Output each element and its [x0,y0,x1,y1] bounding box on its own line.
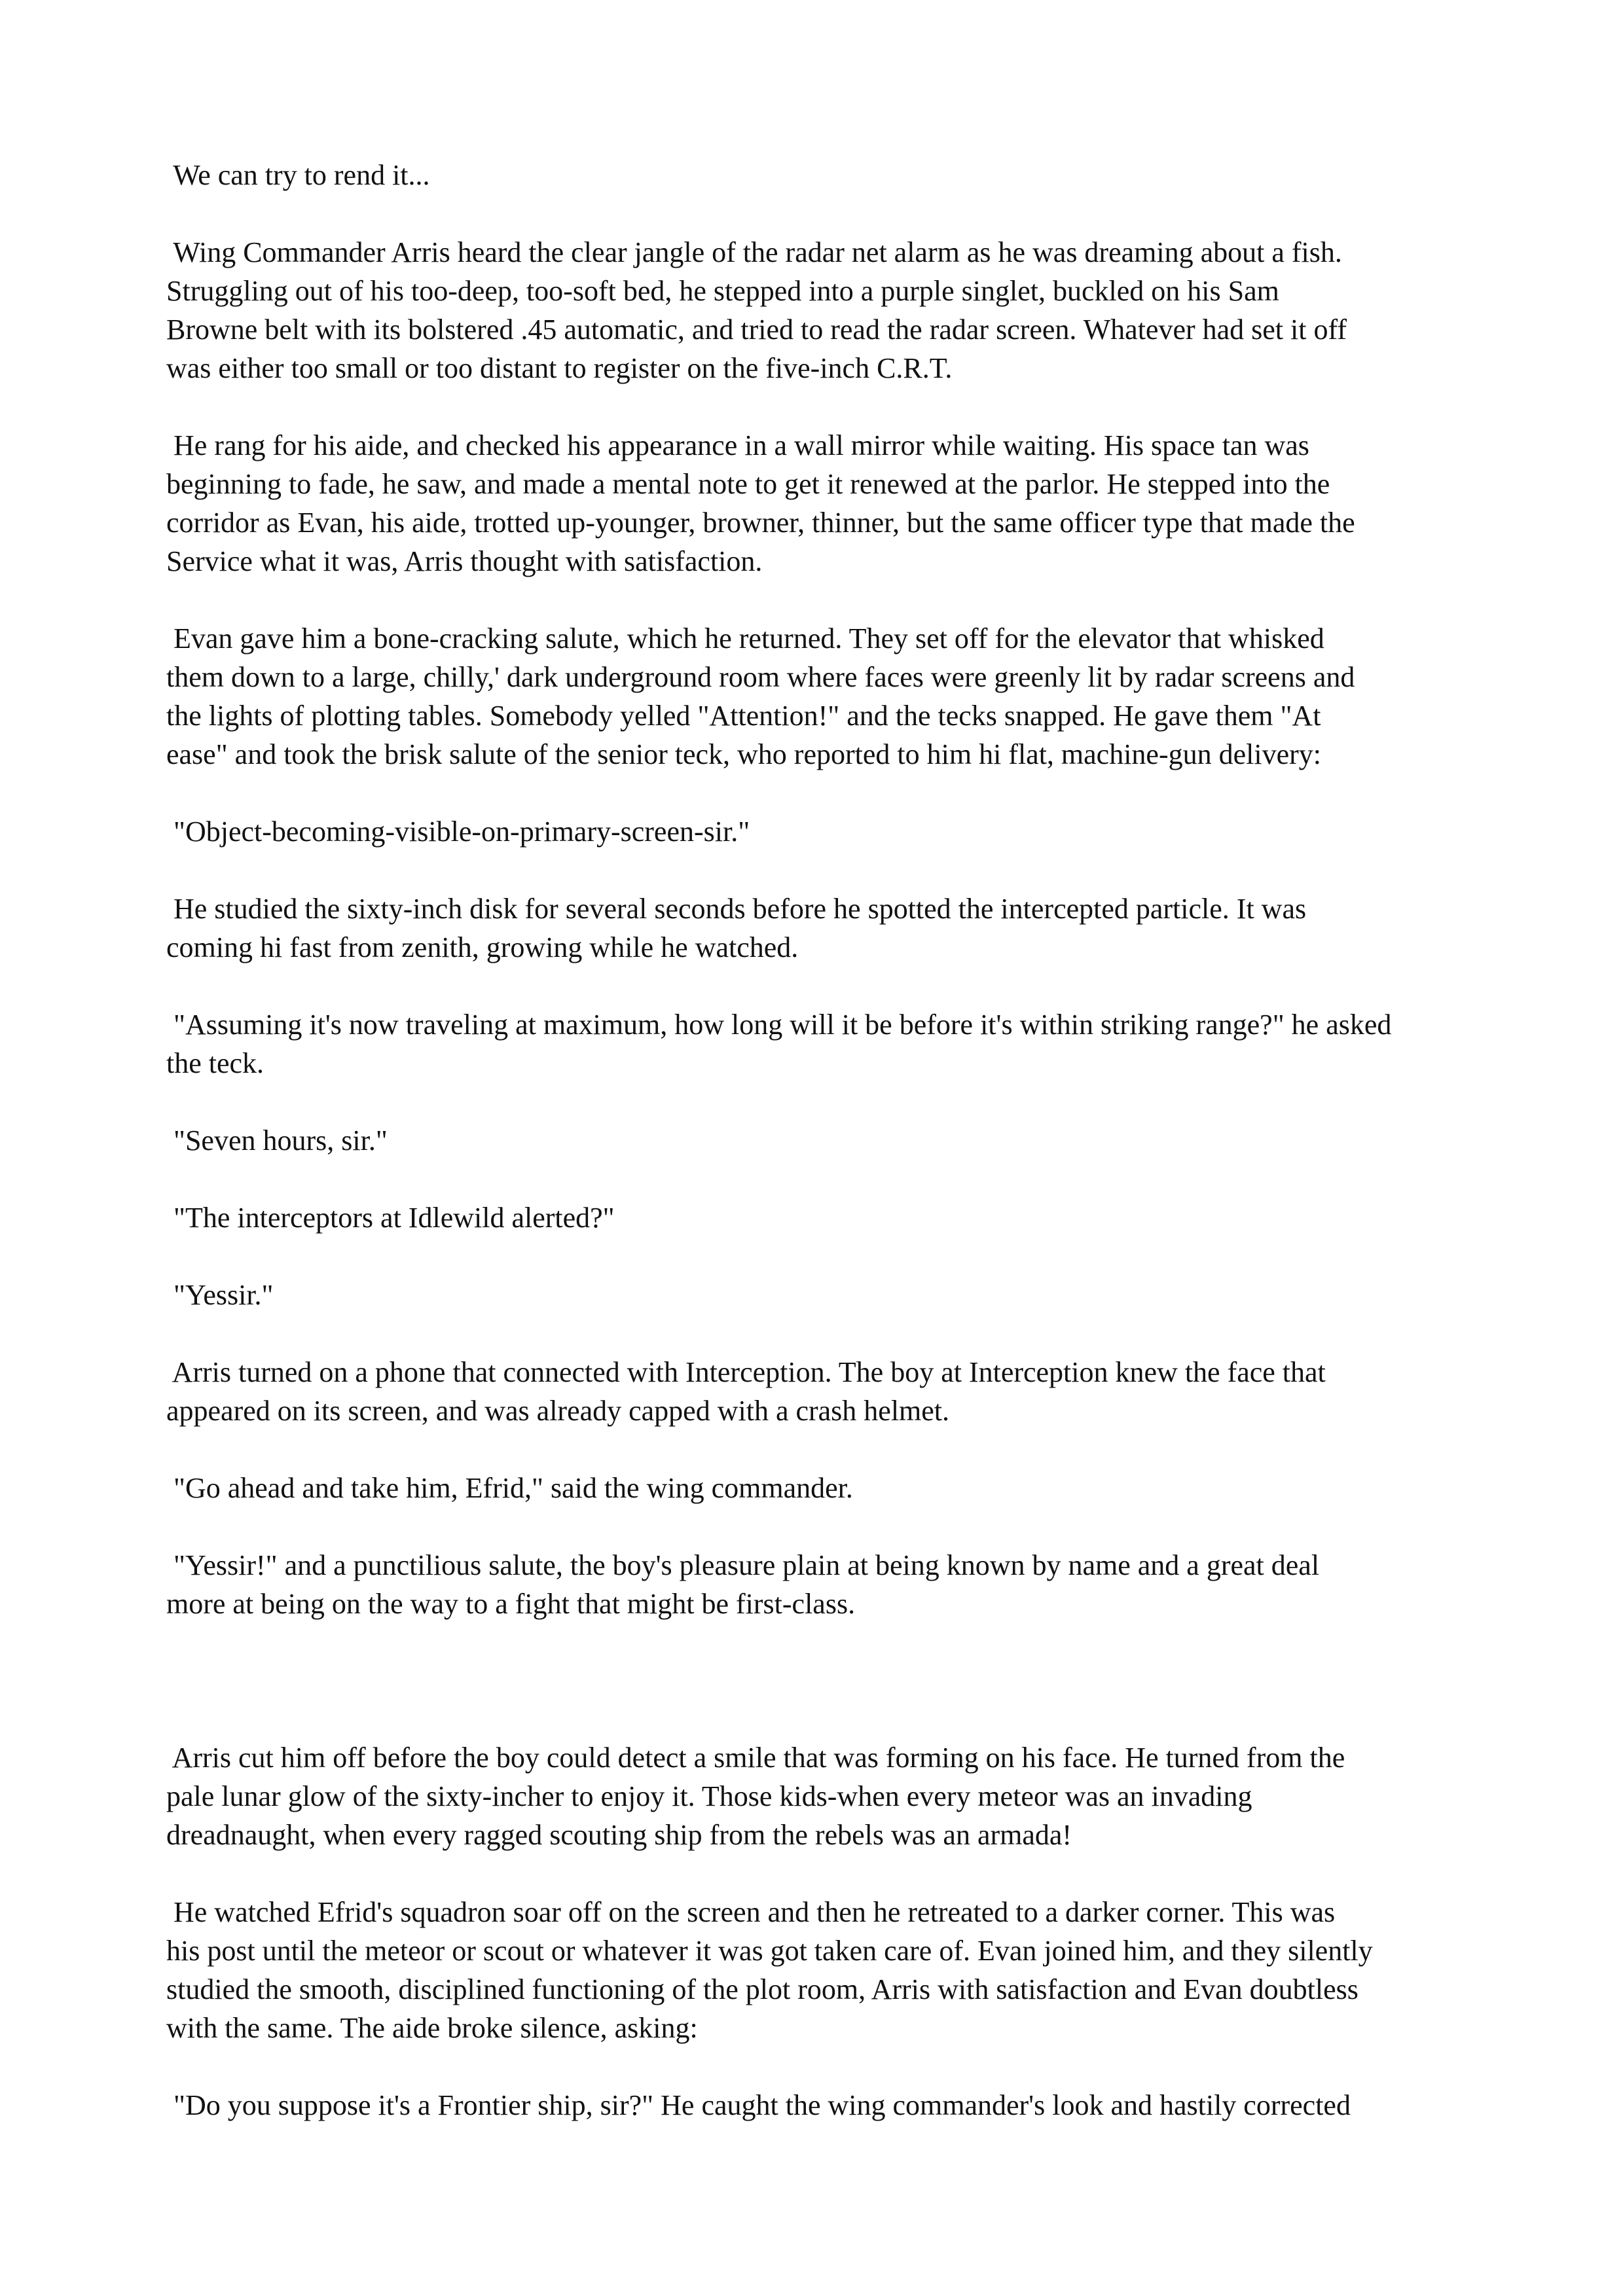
text-line: pale lunar glow of the sixty-incher to enjoy it. Those kids-when every meteor was an invading [166,1780,1252,1812]
text-line: We can try to rend it... [166,159,430,191]
text-line: studied the smooth, disciplined functioning of the plot room, Arris with satisfaction and Evan doubtless [166,1973,1359,2005]
paragraph [166,426,1476,581]
paragraph [166,812,1476,851]
text-line: Evan gave him a bone-cracking salute, which he returned. They set off for the elevator that whisked [166,622,1324,655]
text-line: He watched Efrid's squadron soar off on the screen and then he retreated to a darker corner. This was [166,1896,1336,1928]
text-line: appeared on its screen, and was already capped with a crash helmet. [166,1395,950,1427]
text-line: them down to a large, chilly,' dark underground room where faces were greenly lit by radar screens and [166,661,1355,693]
text-line: more at being on the way to a fight that might be first-class. [166,1588,856,1620]
text-line: Struggling out of his too-deep, too-soft bed, he stepped into a purple singlet, buckled on his Sam [166,275,1279,307]
text-line: was either too small or too distant to register on the five-inch C.R.T. [166,352,953,384]
text-line: coming hi fast from zenith, growing while he watched. [166,931,799,963]
paragraph [166,1353,1476,1430]
paragraph [166,156,1476,194]
text-line: dreadnaught, when every ragged scouting ship from the rebels was an armada! [166,1819,1072,1851]
text-line: He studied the sixty-inch disk for several seconds before he spotted the intercepted particle. It was [166,893,1307,925]
paragraph [166,1005,1476,1083]
paragraph [166,889,1476,967]
text-line: Service what it was, Arris thought with satisfaction. [166,545,763,577]
text-line: beginning to fade, he saw, and made a mental note to get it renewed at the parlor. He stepped into the [166,468,1330,500]
text-line: Browne belt with its bolstered .45 automatic, and tried to read the radar screen. Whatever had set it off [166,314,1347,346]
paragraph [166,1276,1476,1314]
paragraph [166,233,1476,387]
paragraph [166,1738,1476,1854]
text-line: He rang for his aide, and checked his appearance in a wall mirror while waiting. His space tan was [166,429,1309,461]
text-line: "The interceptors at Idlewild alerted?" [166,1202,615,1234]
text-line: "Object-becoming-visible-on-primary-screen-sir." [166,816,750,848]
text-line: "Assuming it's now traveling at maximum, how long will it be before it's within striking range?" he asked [166,1009,1392,1041]
text-line: his post until the meteor or scout or whatever it was got taken care of. Evan joined him, and they silently [166,1935,1373,1967]
text-line: the teck. [166,1047,264,1079]
text-line: corridor as Evan, his aide, trotted up-younger, browner, thinner, but the same officer type that made the [166,507,1355,539]
text-line: with the same. The aide broke silence, asking: [166,2012,698,2044]
text-line: "Do you suppose it's a Frontier ship, sir?" He caught the wing commander's look and hastily corrected [166,2089,1351,2121]
story-text [166,156,1476,2125]
paragraph [166,2086,1476,2125]
paragraph [166,1198,1476,1237]
text-line: ease" and took the brisk salute of the senior teck, who reported to him hi flat, machine-gun delivery: [166,738,1321,770]
paragraph [166,1121,1476,1160]
text-line: "Seven hours, sir." [166,1124,388,1157]
paragraph [166,619,1476,774]
text-line: "Yessir." [166,1279,274,1311]
text-line: Wing Commander Arris heard the clear jangle of the radar net alarm as he was dreaming about a fish. [166,236,1342,268]
text-line: Arris turned on a phone that connected with Interception. The boy at Interception knew the face that [166,1356,1326,1388]
paragraph [166,1546,1476,1623]
text-line: "Go ahead and take him, Efrid," said the wing commander. [166,1472,853,1504]
text-line: Arris cut him off before the boy could detect a smile that was forming on his face. He turned from the [166,1742,1345,1774]
text-line: the lights of plotting tables. Somebody yelled "Attention!" and the tecks snapped. He gave them "At [166,700,1321,732]
paragraph [166,1469,1476,1507]
text-line: "Yessir!" and a punctilious salute, the boy's pleasure plain at being known by name and a great deal [166,1549,1320,1581]
paragraph [166,1893,1476,2047]
